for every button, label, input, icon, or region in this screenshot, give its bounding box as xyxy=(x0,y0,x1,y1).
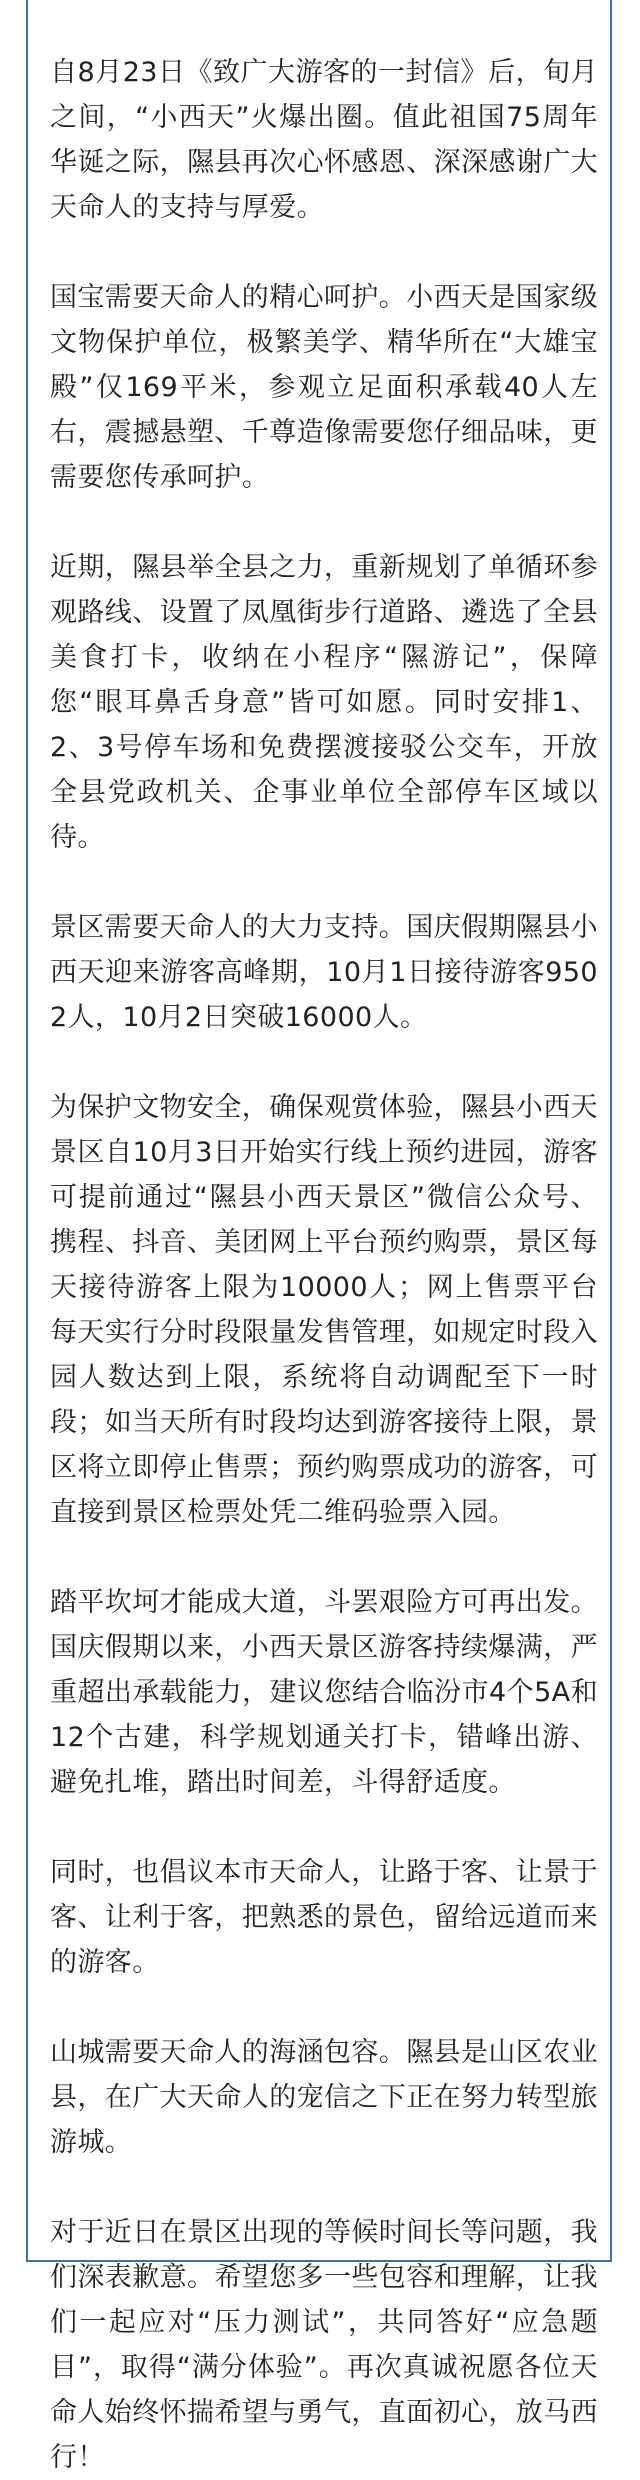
paragraph-mountain-city: 山城需要天命人的海涵包容。隰县是山区农业县，在广大天命人的宠信之下正在努力转型旅游城。 xyxy=(50,2037,598,2158)
paragraph-apology-closing: 对于近日在景区出现的等候时间长等问题，我们深表歉意。希望您多一些包容和理解，让我们一起应对“压力测试”，共同答好“应急题目”，取得“满分体验”。再次真诚祝愿各位天命人始终怀揣希望与勇气，直面初心，放马西行！ xyxy=(50,2217,598,2473)
paragraph-reservation-policy: 为保护文物安全，确保观赏体验，隰县小西天景区自10月3日开始实行线上预约进园，游客可提前通过“隰县小西天景区”微信公众号、携程、抖音、美团网上平台预约购票，景区每天接待游客上限为10000人；网上售票平台每天实行分时段限量发售管理，如规定时段入园人数达到上限，系统将自动调配至下一时段；如当天所有时段均达到游客接待上限，景区将立即停止售票；预约购票成功的游客，可直接到景区检票处凭二维码验票入园。 xyxy=(50,1092,598,1528)
letter-body xyxy=(50,50,598,2480)
paragraph-recent-measures: 近期，隰县举全县之力，重新规划了单循环参观路线、设置了凤凰街步行道路、遴选了全县美食打卡，收纳在小程序“隰游记”，保障您“眼耳鼻舌身意”皆可如愿。同时安排1、2、3号停车场和免费摆渡接驳公交车，开放全县党政机关、企事业单位全部停车区域以待。 xyxy=(50,552,598,853)
paragraph-local-initiative: 同时，也倡议本市天命人，让路于客、让景于客、让利于客，把熟悉的景色，留给远道而来的游客。 xyxy=(50,1857,598,1978)
paragraph-visitor-numbers: 景区需要天命人的大力支持。国庆假期隰县小西天迎来游客高峰期，10月1日接待游客9502人，10月2日突破16000人。 xyxy=(50,912,598,1033)
paragraph-intro: 自8月23日《致广大游客的一封信》后，旬月之间，“小西天”火爆出圈。值此祖国75周年华诞之际，隰县再次心怀感恩、深深感谢广大天命人的支持与厚爱。 xyxy=(50,57,598,223)
paragraph-travel-advice: 踏平坎坷才能成大道，斗罢艰险方可再出发。国庆假期以来，小西天景区游客持续爆满，严重超出承载能力，建议您结合临汾市4个5A和12个古建，科学规划通关打卡，错峰出游、避免扎堆，踏出时间差，斗得舒适度。 xyxy=(50,1587,598,1798)
paragraph-national-treasure: 国宝需要天命人的精心呵护。小西天是国家级文物保护单位，极繁美学、精华所在“大雄宝殿”仅169平米，参观立足面积承载40人左右，震撼悬塑、千尊造像需要您仔细品味，更需要您传承呵护。 xyxy=(50,282,598,493)
